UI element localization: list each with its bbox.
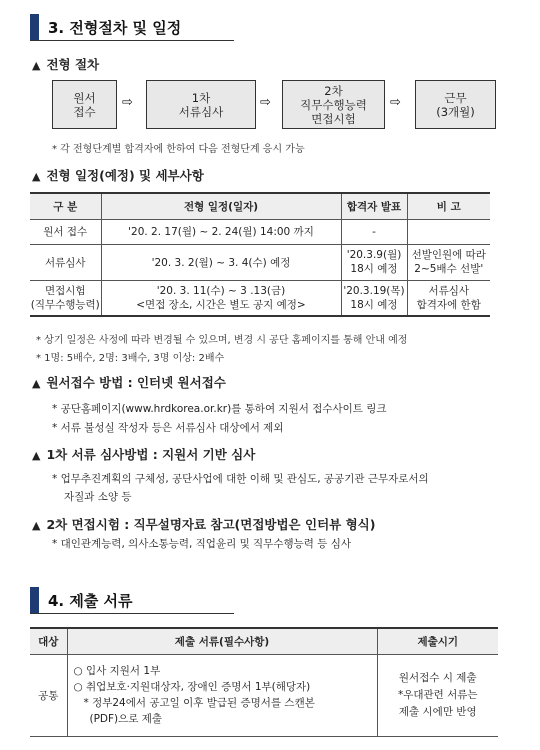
schedule-heading-text: 전형 일정(예정) 및 세부사항 [46,168,204,183]
flow-box-line: 면접시험 [311,111,356,126]
column-header: 대상 [30,628,67,654]
cell-schedule: '20. 3. 2(월) ~ 3. 4(수) 예정 [101,244,341,280]
section3-underline [30,40,234,41]
cell-announcement: - [341,219,407,244]
table-header-row [30,628,498,654]
cell-remark [407,244,490,280]
column-header: 구 분 [30,193,101,219]
triangle-bullet-icon: ▲ [32,377,41,390]
document-item: ○ 취업보호·지원대상자, 장애인 증명서 1부(해당자) [73,681,311,693]
procedure-heading-text: 전형 절차 [46,57,100,72]
first-screening-item: 자질과 소양 등 [64,491,132,503]
right-arrow-icon: ⇨ [260,95,271,110]
application-item: * 공단홈페이지(www.hrdkorea.or.kr)를 통하여 지원서 접수사이트 링크 [52,403,387,415]
schedule-heading [32,166,204,184]
section4-underline [30,613,234,614]
column-header: 비 고 [407,193,490,219]
first-screening-heading [32,445,255,463]
application-item: * 서류 불성실 작성자 등은 서류심사 대상에서 제외 [52,422,284,434]
second-interview-heading-text: 2차 면접시험 : 직무설명자료 참고(면접방법은 인터뷰 형식) [46,517,376,532]
section4-title: 4. 제출 서류 [48,592,133,610]
flow-box-line: 접수 [73,104,96,119]
cell-announcement [341,280,407,316]
document-item: (PDF)으로 제출 [89,713,163,725]
cell-remark [407,280,490,316]
triangle-bullet-icon: ▲ [32,170,41,183]
cell-line: 합격자에 한함 [416,298,481,311]
schedule-note: * 1명: 5배수, 2명: 3배수, 3명 이상: 2배수 [36,353,225,364]
section-marker [30,14,39,40]
cell-announcement [341,244,407,280]
cell-line: *우대관련 서류는 [397,688,478,701]
cell-line: '20.3.19(목) [343,284,405,297]
triangle-bullet-icon: ▲ [32,519,41,532]
flow-box-line: 직무수행능력 [300,97,367,112]
flow-box-line: 원서 [73,90,96,105]
cell-line: <면접 장소, 시간은 별도 공지 예정> [136,298,306,311]
flow-box-line: (3개월) [436,104,475,119]
column-header: 전형 일정(일자) [101,193,341,219]
cell-line: 2~5배수 선발' [414,263,484,275]
application-heading [32,373,226,391]
cell-line: 18시 예정 [350,263,398,275]
cell-schedule: '20. 2. 17(월) ~ 2. 24(월) 14:00 까지 [101,219,341,244]
flow-box-line: 2차 [324,83,343,98]
right-arrow-icon: ⇨ [122,95,133,110]
table-header-row [30,193,490,219]
cell-line: (직무수행능력) [30,298,100,311]
cell-documents [67,654,377,736]
cell-target: 공통 [30,654,67,736]
table-row [30,244,490,280]
second-interview-heading [32,515,375,533]
cell-line: '20. 3. 11(수) ~ 3 .13(금) [156,284,286,297]
flow-box-line: 서류심사 [178,104,224,119]
cell-stage: 원서 접수 [30,219,101,244]
section3-title: 3. 전형절차 및 일정 [48,19,182,37]
cell-line: 선발인원에 따라 [411,249,486,261]
cell-line: 제출 시에만 반영 [398,705,477,718]
cell-stage: 서류심사 [30,244,101,280]
flow-box-line: 1차 [191,90,211,105]
cell-line: 면접시험 [44,284,86,297]
cell-line: '20.3.9(월) [346,249,402,261]
table-row [30,654,498,736]
cell-line: 서류심사 [428,284,470,297]
flow-box-work [415,80,496,129]
flow-box-line: 근무 [444,90,467,105]
triangle-bullet-icon: ▲ [32,59,41,72]
application-heading-text: 원서접수 방법 : 인터넷 원서접수 [46,375,226,390]
cell-stage [30,280,101,316]
column-header: 제출 서류(필수사항) [67,628,377,654]
table-row [30,219,490,244]
document-item: ○ 입사 지원서 1부 [73,665,161,677]
cell-schedule [101,280,341,316]
submission-table [30,627,498,737]
cell-line: 18시 예정 [350,298,398,311]
procedure-note: * 각 전형단계별 합격자에 한하여 다음 전형단계 응시 가능 [52,144,305,155]
flow-box-document-review [146,80,256,129]
section-marker [30,587,39,613]
schedule-note: * 상기 일정은 사정에 따라 변경될 수 있으며, 변경 시 공단 홈페이지를 통해 안내 예정 [36,335,408,346]
cell-remark [407,219,490,244]
right-arrow-icon: ⇨ [390,95,401,110]
table-row [30,280,490,316]
cell-submission-time [377,654,498,736]
flow-box-interview [282,80,385,129]
schedule-table [30,192,490,317]
flow-box-application [52,80,117,129]
document-item: * 정부24에서 공고일 이후 발급된 증명서를 스캔본 [83,697,315,709]
cell-line: 원서접수 시 제출 [398,671,477,684]
first-screening-item: * 업무추진계획의 구체성, 공단사업에 대한 이해 및 관심도, 공공기관 근무자로서의 [52,473,429,485]
first-screening-heading-text: 1차 서류 심사방법 : 지원서 기반 심사 [46,447,256,462]
procedure-heading [32,55,99,73]
triangle-bullet-icon: ▲ [32,449,41,462]
column-header: 제출시기 [377,628,498,654]
second-interview-item: * 대인관계능력, 의사소통능력, 직업윤리 및 직무수행능력 등 심사 [52,538,352,550]
column-header: 합격자 발표 [341,193,407,219]
